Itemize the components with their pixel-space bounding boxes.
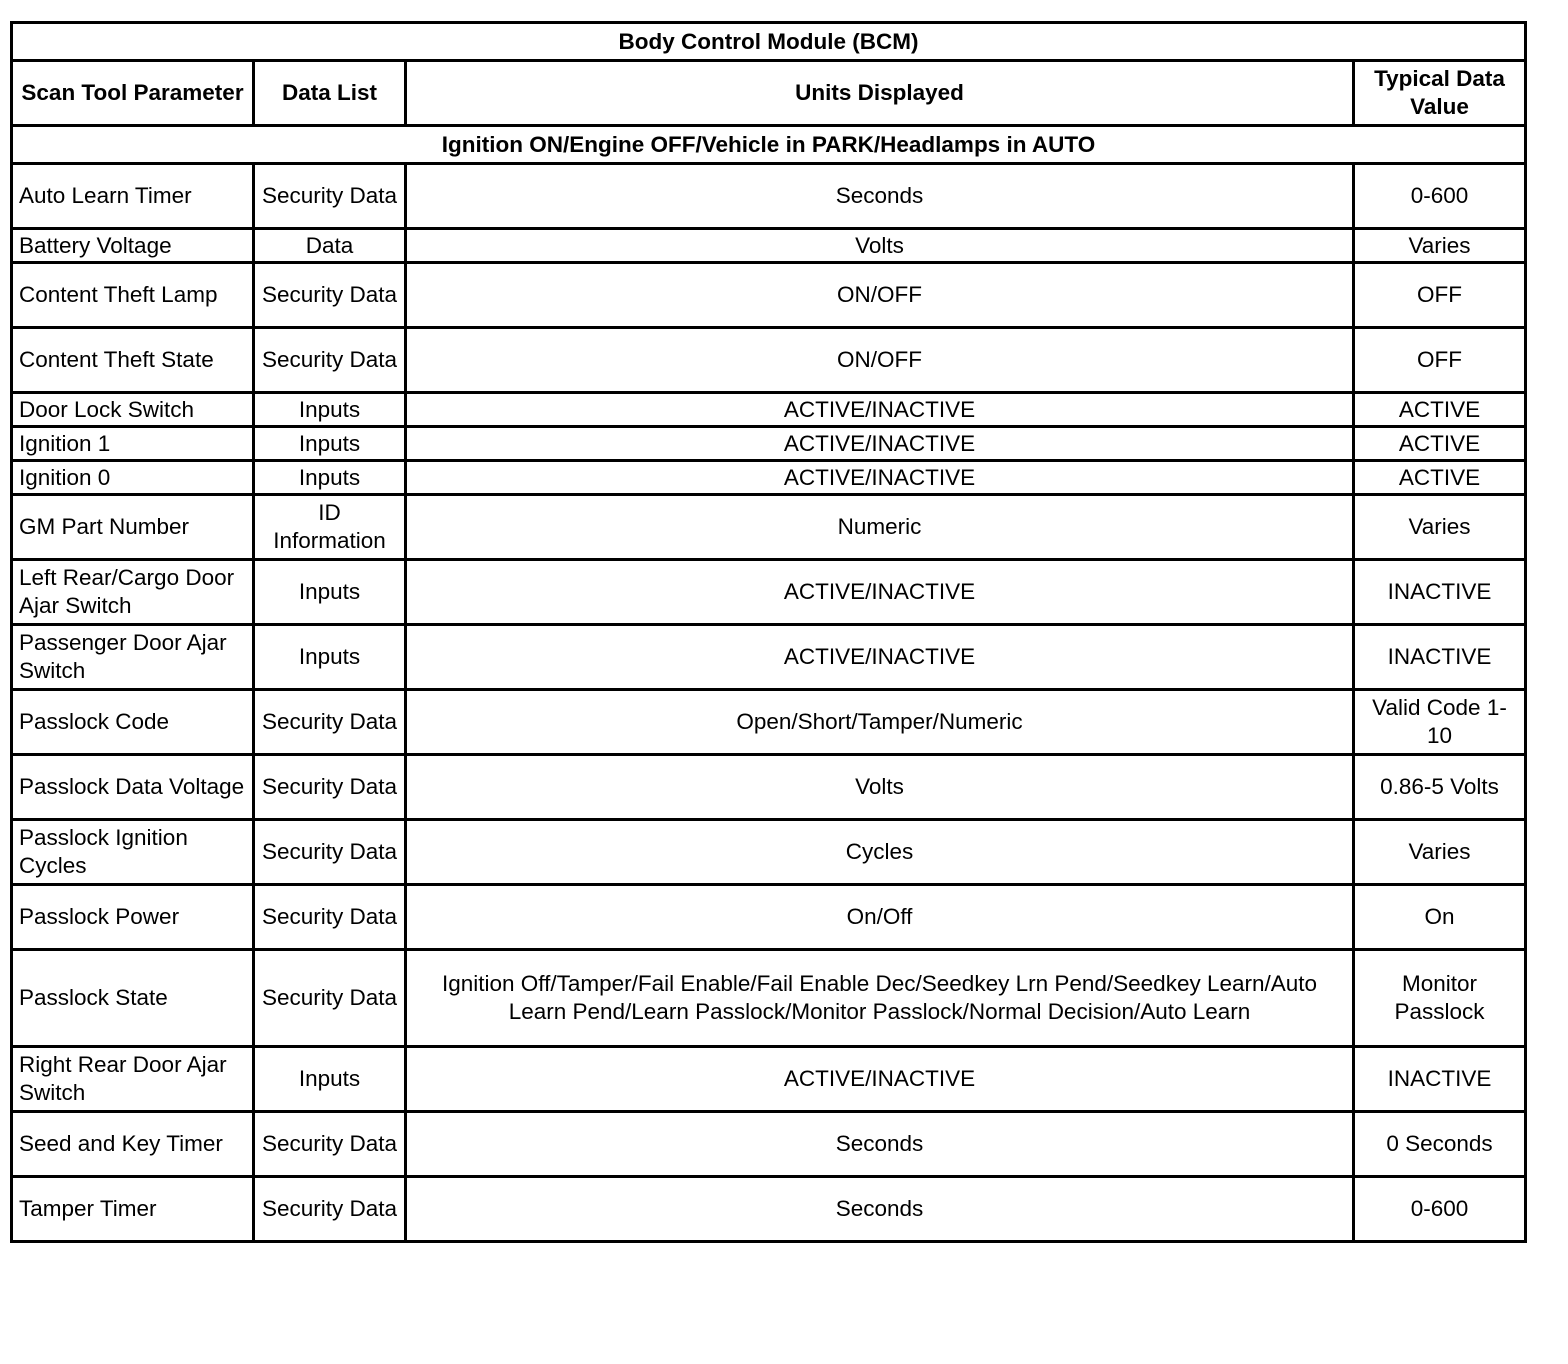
cell-typical: Valid Code 1-10 <box>1354 690 1526 755</box>
cell-parameter: Passlock Code <box>12 690 254 755</box>
cell-units: ACTIVE/INACTIVE <box>406 461 1354 495</box>
table-title: Body Control Module (BCM) <box>12 23 1526 61</box>
header-units-displayed: Units Displayed <box>406 61 1354 126</box>
cell-parameter: GM Part Number <box>12 495 254 560</box>
cell-units: Ignition Off/Tamper/Fail Enable/Fail Enable Dec/Seedkey Lrn Pend/Seedkey Learn/Auto Learn Pend/Learn Passlock/Monitor Passlock/Normal Decision/Auto Learn <box>406 950 1354 1047</box>
cell-typical: Varies <box>1354 229 1526 263</box>
cell-units: ACTIVE/INACTIVE <box>406 560 1354 625</box>
cell-typical: ACTIVE <box>1354 427 1526 461</box>
cell-typical: 0 Seconds <box>1354 1112 1526 1177</box>
cell-parameter: Passlock Ignition Cycles <box>12 820 254 885</box>
table-row <box>12 328 1526 393</box>
cell-parameter: Door Lock Switch <box>12 393 254 427</box>
table-row <box>12 461 1526 495</box>
cell-typical: OFF <box>1354 328 1526 393</box>
table-row <box>12 885 1526 950</box>
cell-typical: INACTIVE <box>1354 1047 1526 1112</box>
cell-units: ACTIVE/INACTIVE <box>406 427 1354 461</box>
cell-units: Seconds <box>406 1177 1354 1242</box>
cell-typical: Varies <box>1354 820 1526 885</box>
cell-data-list: Inputs <box>254 461 406 495</box>
table-row <box>12 1112 1526 1177</box>
cell-units: Volts <box>406 229 1354 263</box>
cell-typical: 0.86-5 Volts <box>1354 755 1526 820</box>
cell-typical: OFF <box>1354 263 1526 328</box>
cell-parameter: Passlock Data Voltage <box>12 755 254 820</box>
cell-typical: Varies <box>1354 495 1526 560</box>
cell-parameter: Seed and Key Timer <box>12 1112 254 1177</box>
cell-units: Seconds <box>406 164 1354 229</box>
cell-typical: ACTIVE <box>1354 393 1526 427</box>
cell-data-list: Security Data <box>254 885 406 950</box>
cell-data-list: Security Data <box>254 263 406 328</box>
cell-typical: 0-600 <box>1354 1177 1526 1242</box>
cell-data-list: Security Data <box>254 164 406 229</box>
cell-data-list: Data <box>254 229 406 263</box>
cell-parameter: Right Rear Door Ajar Switch <box>12 1047 254 1112</box>
cell-units: ACTIVE/INACTIVE <box>406 625 1354 690</box>
table-row <box>12 427 1526 461</box>
cell-units: ON/OFF <box>406 263 1354 328</box>
table-row <box>12 560 1526 625</box>
table-row <box>12 1047 1526 1112</box>
cell-data-list: Inputs <box>254 393 406 427</box>
cell-data-list: Inputs <box>254 1047 406 1112</box>
cell-data-list: Security Data <box>254 690 406 755</box>
header-scan-tool-parameter: Scan Tool Parameter <box>12 61 254 126</box>
cell-units: On/Off <box>406 885 1354 950</box>
bcm-data-table <box>10 21 1527 1243</box>
cell-data-list: Security Data <box>254 328 406 393</box>
table-row <box>12 625 1526 690</box>
cell-parameter: Tamper Timer <box>12 1177 254 1242</box>
cell-data-list: Security Data <box>254 820 406 885</box>
cell-data-list: Inputs <box>254 560 406 625</box>
cell-data-list: Security Data <box>254 1112 406 1177</box>
cell-parameter: Passenger Door Ajar Switch <box>12 625 254 690</box>
table-row <box>12 495 1526 560</box>
section-condition: Ignition ON/Engine OFF/Vehicle in PARK/Headlamps in AUTO <box>12 126 1526 164</box>
table-row <box>12 690 1526 755</box>
cell-units: ACTIVE/INACTIVE <box>406 1047 1354 1112</box>
header-data-list: Data List <box>254 61 406 126</box>
cell-data-list: Inputs <box>254 427 406 461</box>
cell-parameter: Content Theft State <box>12 328 254 393</box>
table-row <box>12 164 1526 229</box>
cell-typical: ACTIVE <box>1354 461 1526 495</box>
cell-typical: INACTIVE <box>1354 560 1526 625</box>
table-row <box>12 263 1526 328</box>
title-row <box>12 23 1526 61</box>
cell-units: ACTIVE/INACTIVE <box>406 393 1354 427</box>
cell-parameter: Passlock State <box>12 950 254 1047</box>
cell-data-list: Inputs <box>254 625 406 690</box>
cell-data-list: ID Information <box>254 495 406 560</box>
table-row <box>12 229 1526 263</box>
cell-parameter: Ignition 0 <box>12 461 254 495</box>
cell-parameter: Content Theft Lamp <box>12 263 254 328</box>
cell-parameter: Auto Learn Timer <box>12 164 254 229</box>
table-row <box>12 820 1526 885</box>
section-row <box>12 126 1526 164</box>
cell-units: Volts <box>406 755 1354 820</box>
cell-data-list: Security Data <box>254 1177 406 1242</box>
cell-typical: Monitor Passlock <box>1354 950 1526 1047</box>
cell-parameter: Battery Voltage <box>12 229 254 263</box>
cell-data-list: Security Data <box>254 755 406 820</box>
cell-units: Numeric <box>406 495 1354 560</box>
cell-typical: On <box>1354 885 1526 950</box>
cell-parameter: Passlock Power <box>12 885 254 950</box>
cell-units: ON/OFF <box>406 328 1354 393</box>
cell-units: Cycles <box>406 820 1354 885</box>
cell-parameter: Ignition 1 <box>12 427 254 461</box>
header-typical-data-value: Typical Data Value <box>1354 61 1526 126</box>
cell-units: Open/Short/Tamper/Numeric <box>406 690 1354 755</box>
cell-typical: INACTIVE <box>1354 625 1526 690</box>
table-row <box>12 755 1526 820</box>
cell-typical: 0-600 <box>1354 164 1526 229</box>
table-row <box>12 950 1526 1047</box>
cell-units: Seconds <box>406 1112 1354 1177</box>
table-row <box>12 1177 1526 1242</box>
table-row <box>12 393 1526 427</box>
cell-data-list: Security Data <box>254 950 406 1047</box>
cell-parameter: Left Rear/Cargo Door Ajar Switch <box>12 560 254 625</box>
header-row <box>12 61 1526 126</box>
